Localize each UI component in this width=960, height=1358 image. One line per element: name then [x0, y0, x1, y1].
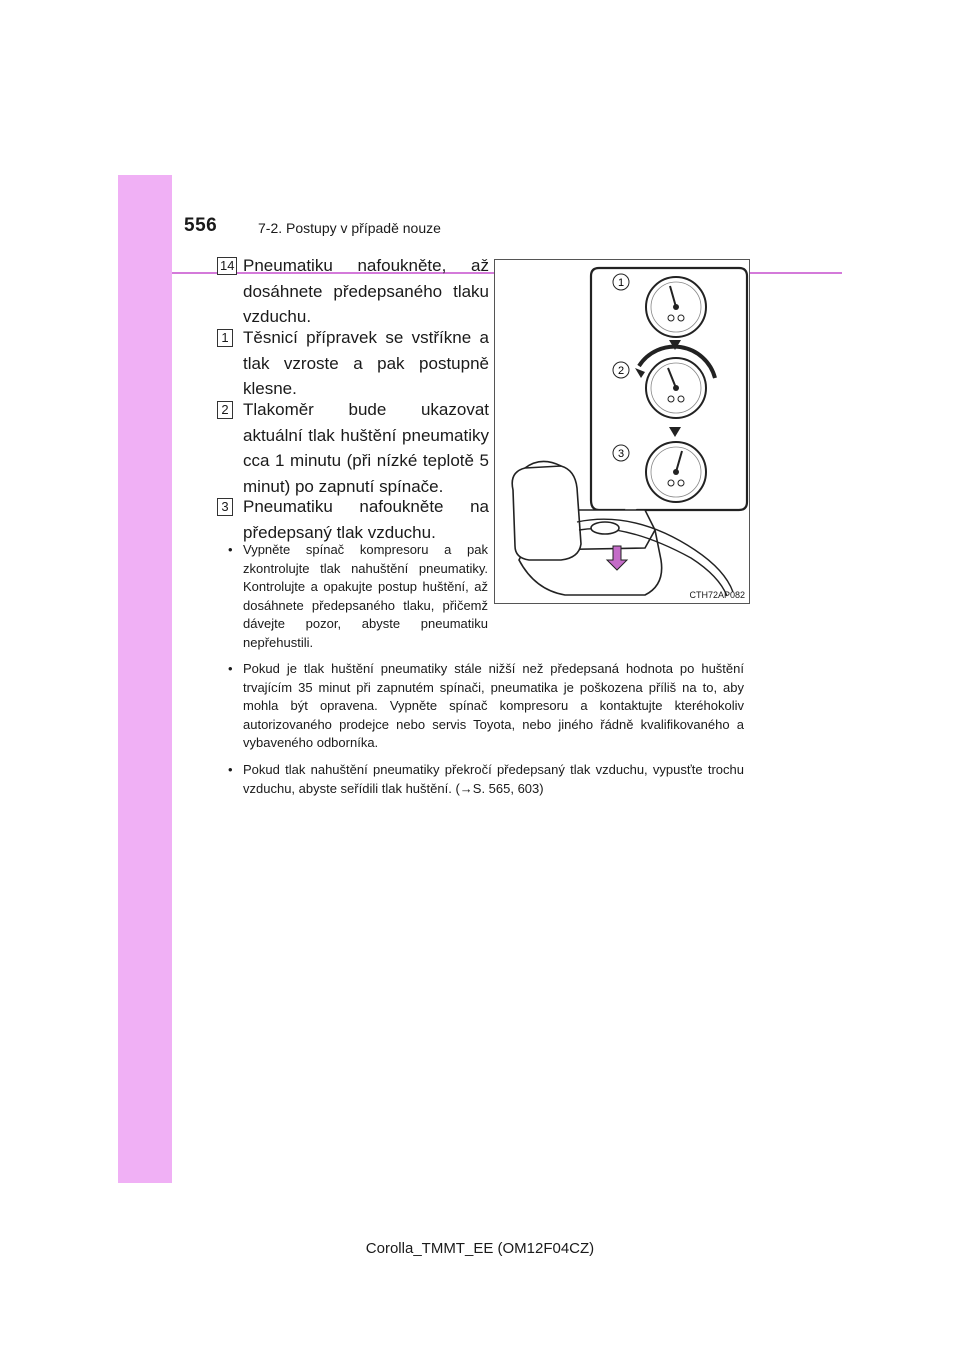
- bullet-mark: •: [228, 542, 233, 557]
- callout-1: 1: [617, 277, 625, 289]
- step-number-badge: 3: [217, 498, 233, 516]
- bullet-text: Pokud tlak nahuštění pneumatiky překročí předepsaný tlak vzduchu, vypusťte trochu vzduchu, abyste seřídili tlak huštění. (→S. 565, 603): [243, 762, 744, 796]
- compressor-gauge-illustration: [494, 259, 750, 604]
- page-number: 556: [184, 215, 218, 236]
- bullet-mark: •: [228, 661, 233, 676]
- callout-3: 3: [617, 448, 625, 460]
- step-text: Těsnicí přípravek se vstříkne a tlak vzroste a pak postupně klesne.: [243, 328, 489, 398]
- callout-2: 2: [617, 365, 625, 377]
- bullet-mark: •: [228, 762, 233, 777]
- footer-document-id: Corolla_TMMT_EE (OM12F04CZ): [365, 1240, 595, 1257]
- figure-code: CTH72AP082: [689, 590, 745, 600]
- gauge-1-icon: [646, 277, 706, 337]
- step-number-badge: 2: [217, 401, 233, 419]
- step-text: Tlakoměr bude ukazovat aktuální tlak huštění pneumatiky cca 1 minutu (při nízké teplotě 5 minut) po zapnutí spínače.: [243, 400, 489, 496]
- side-color-band: [118, 175, 172, 1183]
- bullet-text: Vypněte spínač kompresoru a pak zkontrolujte tlak nahuštění pneumatiky. Kontrolujte a opakujte postup huštění, až dosáhnete předepsaného tlaku, přičemž dávejte pozor, abyste pneumatiku nepřehustili.: [243, 542, 488, 650]
- step-number-badge: 14: [217, 257, 237, 275]
- bullet-text: Pokud je tlak huštění pneumatiky stále nižší než předepsaná hodnota po huštění trvajícím 35 minut při zapnutém spínači, pneumatika je poškozena příliš na to, aby mohla být opravena. Vypněte spínač kompresoru a kontaktujte kteréhokoliv autorizovaného prodejce nebo servis Toyota, nebo jiného řádně kvalifikovaného a vybaveného odborníka.: [243, 661, 744, 750]
- gauge-3-icon: [646, 442, 706, 502]
- section-title: 7-2. Postupy v případě nouze: [258, 220, 441, 236]
- step-number-badge: 1: [217, 329, 233, 347]
- step-text: Pneumatiku nafoukněte, až dosáhnete předepsaného tlaku vzduchu.: [243, 256, 489, 326]
- step-text: Pneumatiku nafoukněte na předepsaný tlak vzduchu.: [243, 497, 489, 542]
